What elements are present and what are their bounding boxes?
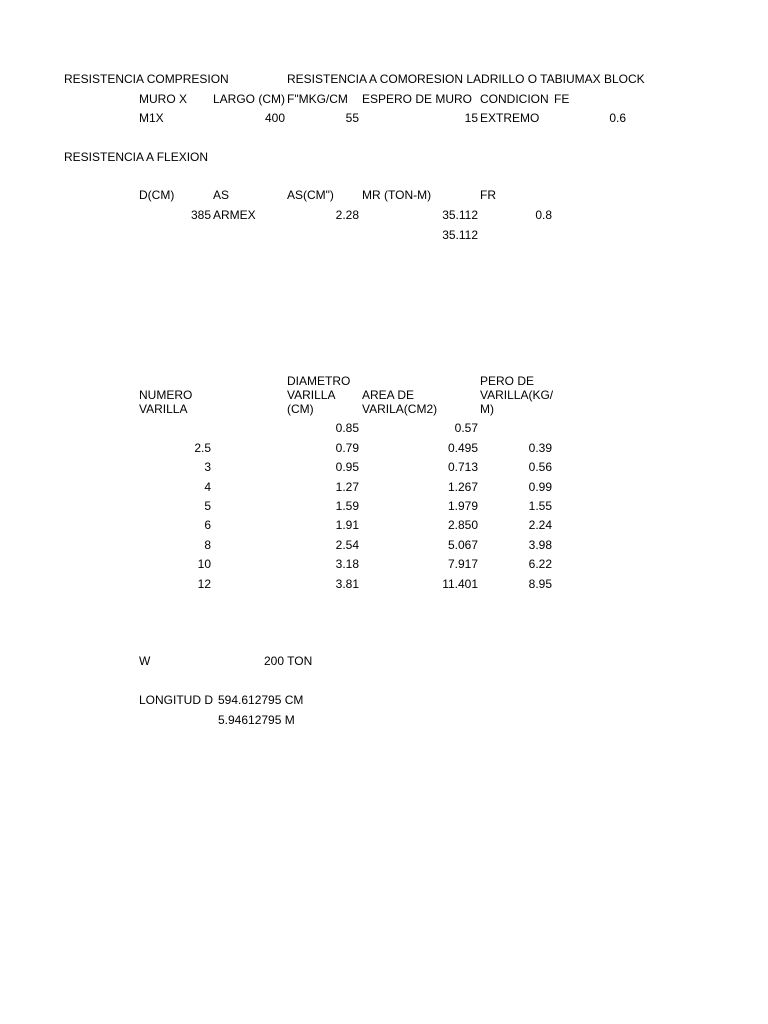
cell-mr: 35.112 (442, 208, 478, 222)
header-condicion: CONDICION (480, 92, 549, 106)
cell-diametro: 0.95 (335, 460, 359, 474)
header-as: AS (213, 188, 230, 202)
cell-muro: M1X (139, 111, 164, 125)
cell-numero: 3 (204, 460, 211, 474)
header-as-cm: AS(CM") (287, 188, 334, 202)
cell-peso: 3.98 (528, 538, 552, 552)
cell-diametro: 0.79 (335, 441, 359, 455)
compresion-subtitle: RESISTENCIA A COMORESION LADRILLO O TABIUMAX BLOCK (287, 72, 645, 86)
cell-peso: 0.99 (528, 480, 552, 494)
cell-peso: 0.39 (528, 441, 552, 455)
cell-numero: 5 (204, 499, 211, 513)
cell-diametro: 1.59 (335, 499, 359, 513)
header-espesor: ESPERO DE MURO (362, 92, 473, 106)
cell-fe: 0.6 (609, 111, 626, 125)
cell-numero: 6 (204, 518, 211, 532)
cell-diametro: 3.81 (335, 577, 359, 591)
header-d: D(CM) (139, 188, 175, 202)
flexion-title: RESISTENCIA A FLEXION (64, 150, 209, 164)
peso-label: W (139, 654, 151, 668)
cell-largo: 400 (264, 111, 285, 125)
cell-diametro: 0.85 (335, 421, 359, 435)
cell-area: 0.57 (454, 421, 478, 435)
header-fm: F"MKG/CM (287, 92, 348, 106)
compresion-title: RESISTENCIA COMPRESION (64, 72, 229, 86)
cell-mr-extra: 35.112 (442, 228, 478, 242)
cell-diametro: 3.18 (335, 557, 359, 571)
cell-as-cm: 2.28 (335, 208, 359, 222)
cell-area: 11.401 (442, 577, 478, 591)
cell-area: 7.917 (447, 557, 478, 571)
header-largo: LARGO (CM) (213, 92, 285, 106)
cell-peso: 2.24 (528, 518, 552, 532)
cell-diametro: 1.27 (335, 480, 359, 494)
header-peso-varilla: PERO DE VARILLA(KG/ M) (480, 374, 554, 416)
cell-diametro: 2.54 (335, 538, 359, 552)
cell-peso: 8.95 (528, 577, 552, 591)
longitud-cm: 594.612795 CM (218, 693, 304, 707)
header-numero-varilla: NUMERO VARILLA (139, 388, 193, 416)
cell-diametro: 1.91 (335, 518, 359, 532)
cell-numero: 4 (204, 480, 211, 494)
header-area: AREA DE VARILA(CM2) (362, 388, 438, 416)
cell-espesor: 15 (464, 111, 478, 125)
cell-as: ARMEX (213, 208, 256, 222)
cell-numero: 12 (197, 577, 211, 591)
longitud-label: LONGITUD D (139, 693, 214, 707)
cell-condicion: EXTREMO (480, 111, 540, 125)
cell-numero: 8 (204, 538, 211, 552)
cell-area: 1.267 (447, 480, 478, 494)
cell-numero: 2.5 (194, 441, 211, 455)
cell-d: 385 (190, 208, 211, 222)
header-mr: MR (TON-M) (362, 188, 432, 202)
cell-area: 0.713 (447, 460, 478, 474)
cell-area: 1.979 (447, 499, 478, 513)
header-muro: MURO X (139, 92, 187, 106)
header-diametro: DIAMETRO VARILLA (CM) (287, 374, 351, 416)
cell-peso: 1.55 (528, 499, 552, 513)
longitud-m: 5.94612795 M (218, 713, 295, 727)
cell-area: 5.067 (447, 538, 478, 552)
cell-area: 2.850 (447, 518, 478, 532)
cell-area: 0.495 (447, 441, 478, 455)
cell-fm: 55 (345, 111, 359, 125)
cell-numero: 10 (197, 557, 211, 571)
header-fe: FE (554, 92, 570, 106)
cell-peso: 0.56 (528, 460, 552, 474)
cell-peso: 6.22 (528, 557, 552, 571)
cell-fr: 0.8 (535, 208, 552, 222)
header-fr: FR (480, 188, 496, 202)
peso-value: 200 TON (264, 654, 313, 668)
